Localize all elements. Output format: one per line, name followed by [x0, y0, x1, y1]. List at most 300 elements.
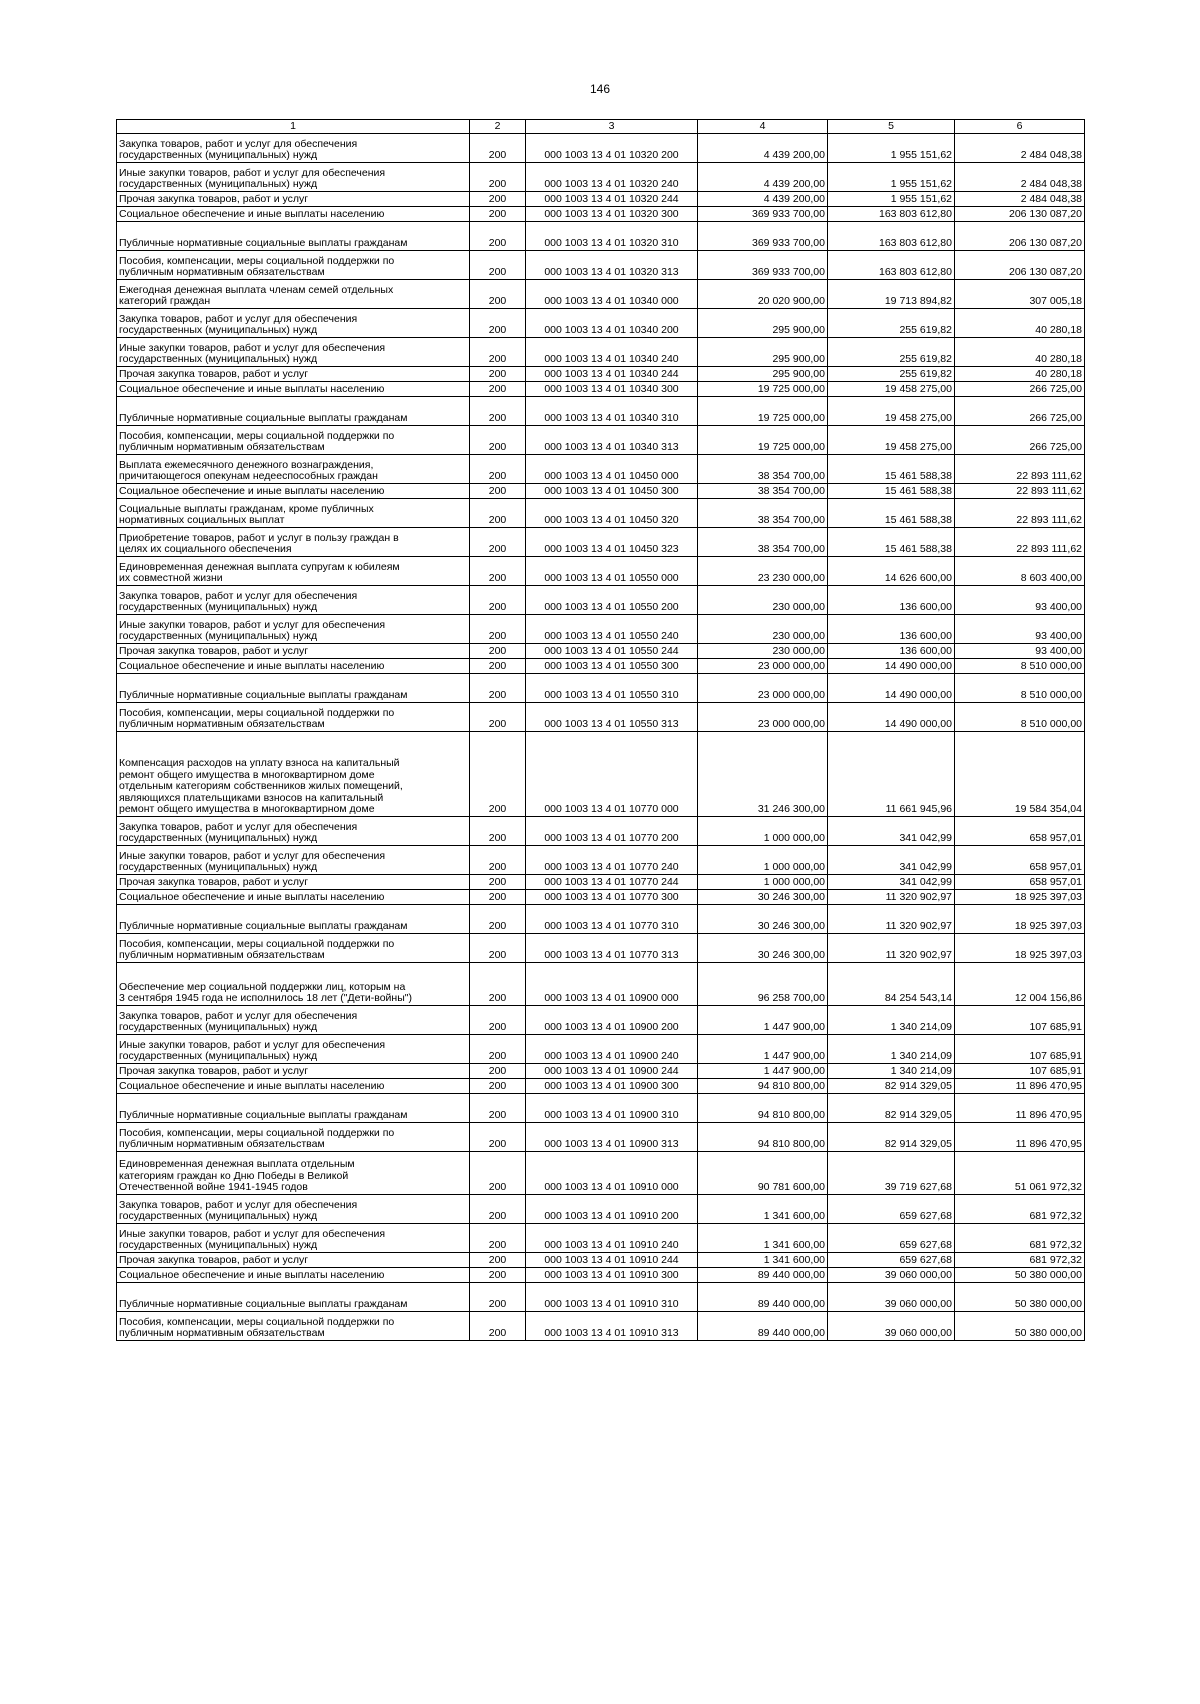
table-row [117, 674, 1085, 703]
table-row [117, 586, 1085, 615]
column-header-5: 5 [828, 120, 955, 134]
row-classification-code-cell: 000 1003 13 4 01 10320 244 [526, 192, 698, 207]
table-row [117, 1035, 1085, 1064]
row-name-cell: Пособия, компенсации, меры социальной поддержки по публичным нормативным обязательствам [117, 1123, 470, 1152]
row-classification-code-cell: 000 1003 13 4 01 10910 244 [526, 1253, 698, 1268]
row-approved-amount-cell: 89 440 000,00 [698, 1268, 828, 1283]
row-approved-amount-cell: 38 354 700,00 [698, 484, 828, 499]
row-approved-amount-cell: 1 447 900,00 [698, 1006, 828, 1035]
table-row [117, 1006, 1085, 1035]
row-approved-amount-cell: 230 000,00 [698, 586, 828, 615]
row-approved-amount-cell: 96 258 700,00 [698, 963, 828, 1006]
row-name-cell: Публичные нормативные социальные выплаты гражданам [117, 397, 470, 426]
row-approved-amount-cell: 38 354 700,00 [698, 528, 828, 557]
row-unexecuted-amount-cell: 50 380 000,00 [955, 1283, 1085, 1312]
row-name-cell: Пособия, компенсации, меры социальной поддержки по публичным нормативным обязательствам [117, 426, 470, 455]
row-code-cell: 200 [470, 703, 526, 732]
row-approved-amount-cell: 1 447 900,00 [698, 1064, 828, 1079]
row-unexecuted-amount-cell: 107 685,91 [955, 1006, 1085, 1035]
row-unexecuted-amount-cell: 12 004 156,86 [955, 963, 1085, 1006]
table-row [117, 528, 1085, 557]
row-executed-amount-cell: 82 914 329,05 [828, 1094, 955, 1123]
row-approved-amount-cell: 369 933 700,00 [698, 207, 828, 222]
table-row [117, 1064, 1085, 1079]
row-name-cell: Иные закупки товаров, работ и услуг для обеспечения государственных (муниципальных) нужд [117, 1224, 470, 1253]
row-classification-code-cell: 000 1003 13 4 01 10770 300 [526, 890, 698, 905]
row-executed-amount-cell: 136 600,00 [828, 644, 955, 659]
row-code-cell: 200 [470, 309, 526, 338]
row-name-cell: Закупка товаров, работ и услуг для обеспечения государственных (муниципальных) нужд [117, 586, 470, 615]
row-classification-code-cell: 000 1003 13 4 01 10320 313 [526, 251, 698, 280]
row-executed-amount-cell: 14 626 600,00 [828, 557, 955, 586]
row-approved-amount-cell: 30 246 300,00 [698, 905, 828, 934]
row-unexecuted-amount-cell: 18 925 397,03 [955, 890, 1085, 905]
row-approved-amount-cell: 1 341 600,00 [698, 1253, 828, 1268]
row-classification-code-cell: 000 1003 13 4 01 10550 244 [526, 644, 698, 659]
row-executed-amount-cell: 255 619,82 [828, 338, 955, 367]
row-unexecuted-amount-cell: 2 484 048,38 [955, 163, 1085, 192]
row-name-cell: Закупка товаров, работ и услуг для обеспечения государственных (муниципальных) нужд [117, 309, 470, 338]
column-header-4: 4 [698, 120, 828, 134]
row-unexecuted-amount-cell: 19 584 354,04 [955, 732, 1085, 817]
row-name-cell: Иные закупки товаров, работ и услуг для обеспечения государственных (муниципальных) нужд [117, 846, 470, 875]
row-name-cell: Обеспечение мер социальной поддержки лиц, которым на 3 сентября 1945 года не исполнилось 18 лет ("Дети-войны") [117, 963, 470, 1006]
row-unexecuted-amount-cell: 40 280,18 [955, 367, 1085, 382]
table-row [117, 1195, 1085, 1224]
row-code-cell: 200 [470, 905, 526, 934]
row-name-cell: Прочая закупка товаров, работ и услуг [117, 875, 470, 890]
row-code-cell: 200 [470, 251, 526, 280]
table-row [117, 1094, 1085, 1123]
row-approved-amount-cell: 23 000 000,00 [698, 703, 828, 732]
row-approved-amount-cell: 94 810 800,00 [698, 1094, 828, 1123]
row-executed-amount-cell: 14 490 000,00 [828, 659, 955, 674]
table-row [117, 1123, 1085, 1152]
row-name-cell: Социальное обеспечение и иные выплаты населению [117, 484, 470, 499]
row-code-cell: 200 [470, 659, 526, 674]
row-executed-amount-cell: 15 461 588,38 [828, 499, 955, 528]
row-unexecuted-amount-cell: 22 893 111,62 [955, 484, 1085, 499]
row-code-cell: 200 [470, 1195, 526, 1224]
row-name-cell: Прочая закупка товаров, работ и услуг [117, 367, 470, 382]
row-executed-amount-cell: 1 955 151,62 [828, 192, 955, 207]
row-name-cell: Социальное обеспечение и иные выплаты населению [117, 1079, 470, 1094]
table-row [117, 1268, 1085, 1283]
row-approved-amount-cell: 20 020 900,00 [698, 280, 828, 309]
row-approved-amount-cell: 295 900,00 [698, 309, 828, 338]
row-unexecuted-amount-cell: 658 957,01 [955, 817, 1085, 846]
row-code-cell: 200 [470, 455, 526, 484]
table-row [117, 499, 1085, 528]
row-approved-amount-cell: 19 725 000,00 [698, 426, 828, 455]
table-body [117, 134, 1085, 1341]
row-classification-code-cell: 000 1003 13 4 01 10450 000 [526, 455, 698, 484]
row-classification-code-cell: 000 1003 13 4 01 10340 300 [526, 382, 698, 397]
table-row [117, 817, 1085, 846]
row-executed-amount-cell: 82 914 329,05 [828, 1123, 955, 1152]
row-classification-code-cell: 000 1003 13 4 01 10900 244 [526, 1064, 698, 1079]
row-executed-amount-cell: 163 803 612,80 [828, 222, 955, 251]
row-code-cell: 200 [470, 1253, 526, 1268]
row-code-cell: 200 [470, 1035, 526, 1064]
row-unexecuted-amount-cell: 2 484 048,38 [955, 134, 1085, 163]
row-approved-amount-cell: 38 354 700,00 [698, 499, 828, 528]
row-code-cell: 200 [470, 1224, 526, 1253]
row-classification-code-cell: 000 1003 13 4 01 10900 300 [526, 1079, 698, 1094]
row-approved-amount-cell: 38 354 700,00 [698, 455, 828, 484]
row-approved-amount-cell: 369 933 700,00 [698, 222, 828, 251]
row-name-cell: Прочая закупка товаров, работ и услуг [117, 192, 470, 207]
row-unexecuted-amount-cell: 22 893 111,62 [955, 528, 1085, 557]
row-name-cell: Иные закупки товаров, работ и услуг для обеспечения государственных (муниципальных) нужд [117, 163, 470, 192]
row-name-cell: Прочая закупка товаров, работ и услуг [117, 1253, 470, 1268]
row-name-cell: Пособия, компенсации, меры социальной поддержки по публичным нормативным обязательствам [117, 1312, 470, 1341]
row-approved-amount-cell: 94 810 800,00 [698, 1123, 828, 1152]
row-approved-amount-cell: 369 933 700,00 [698, 251, 828, 280]
column-header-6: 6 [955, 120, 1085, 134]
row-code-cell: 200 [470, 875, 526, 890]
row-unexecuted-amount-cell: 11 896 470,95 [955, 1123, 1085, 1152]
row-unexecuted-amount-cell: 22 893 111,62 [955, 455, 1085, 484]
table-row [117, 163, 1085, 192]
row-unexecuted-amount-cell: 11 896 470,95 [955, 1079, 1085, 1094]
row-code-cell: 200 [470, 397, 526, 426]
column-header-3: 3 [526, 120, 698, 134]
row-classification-code-cell: 000 1003 13 4 01 10770 240 [526, 846, 698, 875]
row-classification-code-cell: 000 1003 13 4 01 10340 313 [526, 426, 698, 455]
row-executed-amount-cell: 11 320 902,97 [828, 905, 955, 934]
row-code-cell: 200 [470, 484, 526, 499]
table-row [117, 846, 1085, 875]
row-unexecuted-amount-cell: 266 725,00 [955, 426, 1085, 455]
table-row [117, 1283, 1085, 1312]
table-row [117, 890, 1085, 905]
row-code-cell: 200 [470, 644, 526, 659]
row-executed-amount-cell: 341 042,99 [828, 846, 955, 875]
row-classification-code-cell: 000 1003 13 4 01 10900 240 [526, 1035, 698, 1064]
row-classification-code-cell: 000 1003 13 4 01 10770 200 [526, 817, 698, 846]
row-code-cell: 200 [470, 586, 526, 615]
table-row [117, 338, 1085, 367]
table-row [117, 963, 1085, 1006]
row-executed-amount-cell: 39 719 627,68 [828, 1152, 955, 1195]
page-number: 146 [589, 82, 611, 96]
row-unexecuted-amount-cell: 266 725,00 [955, 382, 1085, 397]
row-code-cell: 200 [470, 207, 526, 222]
row-code-cell: 200 [470, 1152, 526, 1195]
row-executed-amount-cell: 163 803 612,80 [828, 207, 955, 222]
row-executed-amount-cell: 39 060 000,00 [828, 1283, 955, 1312]
row-code-cell: 200 [470, 192, 526, 207]
row-executed-amount-cell: 19 458 275,00 [828, 426, 955, 455]
row-name-cell: Социальное обеспечение и иные выплаты населению [117, 1268, 470, 1283]
row-approved-amount-cell: 94 810 800,00 [698, 1079, 828, 1094]
row-classification-code-cell: 000 1003 13 4 01 10340 310 [526, 397, 698, 426]
row-name-cell: Публичные нормативные социальные выплаты гражданам [117, 1283, 470, 1312]
row-name-cell: Иные закупки товаров, работ и услуг для обеспечения государственных (муниципальных) нужд [117, 1035, 470, 1064]
row-approved-amount-cell: 30 246 300,00 [698, 890, 828, 905]
row-code-cell: 200 [470, 1064, 526, 1079]
row-classification-code-cell: 000 1003 13 4 01 10320 240 [526, 163, 698, 192]
row-unexecuted-amount-cell: 50 380 000,00 [955, 1312, 1085, 1341]
row-name-cell: Закупка товаров, работ и услуг для обеспечения государственных (муниципальных) нужд [117, 817, 470, 846]
row-executed-amount-cell: 19 458 275,00 [828, 397, 955, 426]
row-unexecuted-amount-cell: 11 896 470,95 [955, 1094, 1085, 1123]
row-unexecuted-amount-cell: 50 380 000,00 [955, 1268, 1085, 1283]
row-name-cell: Ежегодная денежная выплата членам семей отдельных категорий граждан [117, 280, 470, 309]
row-code-cell: 200 [470, 528, 526, 557]
row-unexecuted-amount-cell: 8 603 400,00 [955, 557, 1085, 586]
row-name-cell: Иные закупки товаров, работ и услуг для обеспечения государственных (муниципальных) нужд [117, 615, 470, 644]
row-approved-amount-cell: 1 341 600,00 [698, 1224, 828, 1253]
row-code-cell: 200 [470, 1283, 526, 1312]
row-code-cell: 200 [470, 934, 526, 963]
row-classification-code-cell: 000 1003 13 4 01 10910 000 [526, 1152, 698, 1195]
row-executed-amount-cell: 255 619,82 [828, 367, 955, 382]
row-code-cell: 200 [470, 338, 526, 367]
row-code-cell: 200 [470, 890, 526, 905]
row-code-cell: 200 [470, 557, 526, 586]
row-code-cell: 200 [470, 732, 526, 817]
row-name-cell: Пособия, компенсации, меры социальной поддержки по публичным нормативным обязательствам [117, 703, 470, 732]
row-approved-amount-cell: 23 000 000,00 [698, 674, 828, 703]
row-approved-amount-cell: 1 341 600,00 [698, 1195, 828, 1224]
row-code-cell: 200 [470, 367, 526, 382]
row-executed-amount-cell: 14 490 000,00 [828, 703, 955, 732]
row-name-cell: Социальное обеспечение и иные выплаты населению [117, 890, 470, 905]
table-row [117, 659, 1085, 674]
row-classification-code-cell: 000 1003 13 4 01 10770 000 [526, 732, 698, 817]
table-row [117, 484, 1085, 499]
row-unexecuted-amount-cell: 40 280,18 [955, 338, 1085, 367]
table-row [117, 207, 1085, 222]
row-code-cell: 200 [470, 1268, 526, 1283]
row-executed-amount-cell: 136 600,00 [828, 615, 955, 644]
table-row [117, 615, 1085, 644]
row-executed-amount-cell: 15 461 588,38 [828, 484, 955, 499]
table-row [117, 382, 1085, 397]
row-name-cell: Публичные нормативные социальные выплаты гражданам [117, 674, 470, 703]
table-row [117, 455, 1085, 484]
row-unexecuted-amount-cell: 8 510 000,00 [955, 659, 1085, 674]
row-name-cell: Закупка товаров, работ и услуг для обеспечения государственных (муниципальных) нужд [117, 1006, 470, 1035]
row-executed-amount-cell: 163 803 612,80 [828, 251, 955, 280]
row-code-cell: 200 [470, 846, 526, 875]
table-row [117, 426, 1085, 455]
row-name-cell: Единовременная денежная выплата отдельным категориям граждан ко Дню Победы в Великой Отечественной войне 1941-1945 годов [117, 1152, 470, 1195]
row-approved-amount-cell: 230 000,00 [698, 615, 828, 644]
row-approved-amount-cell: 19 725 000,00 [698, 397, 828, 426]
row-executed-amount-cell: 1 340 214,09 [828, 1064, 955, 1079]
row-unexecuted-amount-cell: 658 957,01 [955, 846, 1085, 875]
row-code-cell: 200 [470, 674, 526, 703]
column-header-2: 2 [470, 120, 526, 134]
row-code-cell: 200 [470, 382, 526, 397]
row-executed-amount-cell: 84 254 543,14 [828, 963, 955, 1006]
row-name-cell: Социальное обеспечение и иные выплаты населению [117, 207, 470, 222]
row-executed-amount-cell: 1 340 214,09 [828, 1006, 955, 1035]
table-row [117, 222, 1085, 251]
row-classification-code-cell: 000 1003 13 4 01 10550 200 [526, 586, 698, 615]
table-row [117, 1079, 1085, 1094]
row-approved-amount-cell: 295 900,00 [698, 338, 828, 367]
row-approved-amount-cell: 23 230 000,00 [698, 557, 828, 586]
row-unexecuted-amount-cell: 8 510 000,00 [955, 674, 1085, 703]
row-code-cell: 200 [470, 615, 526, 644]
row-name-cell: Публичные нормативные социальные выплаты гражданам [117, 222, 470, 251]
table-row [117, 703, 1085, 732]
row-classification-code-cell: 000 1003 13 4 01 10550 313 [526, 703, 698, 732]
table-row [117, 875, 1085, 890]
row-name-cell: Закупка товаров, работ и услуг для обеспечения государственных (муниципальных) нужд [117, 1195, 470, 1224]
row-code-cell: 200 [470, 222, 526, 251]
row-classification-code-cell: 000 1003 13 4 01 10910 313 [526, 1312, 698, 1341]
row-classification-code-cell: 000 1003 13 4 01 10900 200 [526, 1006, 698, 1035]
row-classification-code-cell: 000 1003 13 4 01 10910 310 [526, 1283, 698, 1312]
row-unexecuted-amount-cell: 18 925 397,03 [955, 905, 1085, 934]
row-unexecuted-amount-cell: 206 130 087,20 [955, 222, 1085, 251]
row-unexecuted-amount-cell: 307 005,18 [955, 280, 1085, 309]
row-name-cell: Приобретение товаров, работ и услуг в пользу граждан в целях их социального обеспечения [117, 528, 470, 557]
row-name-cell: Социальное обеспечение и иные выплаты населению [117, 659, 470, 674]
table-row [117, 192, 1085, 207]
row-executed-amount-cell: 15 461 588,38 [828, 455, 955, 484]
row-code-cell: 200 [470, 1094, 526, 1123]
table-row [117, 309, 1085, 338]
row-classification-code-cell: 000 1003 13 4 01 10320 310 [526, 222, 698, 251]
row-classification-code-cell: 000 1003 13 4 01 10550 300 [526, 659, 698, 674]
row-code-cell: 200 [470, 1079, 526, 1094]
row-executed-amount-cell: 659 627,68 [828, 1253, 955, 1268]
row-code-cell: 200 [470, 1006, 526, 1035]
row-unexecuted-amount-cell: 658 957,01 [955, 875, 1085, 890]
row-code-cell: 200 [470, 280, 526, 309]
row-executed-amount-cell: 255 619,82 [828, 309, 955, 338]
row-code-cell: 200 [470, 1123, 526, 1152]
table-row [117, 1152, 1085, 1195]
table-row [117, 934, 1085, 963]
row-approved-amount-cell: 19 725 000,00 [698, 382, 828, 397]
row-executed-amount-cell: 19 713 894,82 [828, 280, 955, 309]
row-code-cell: 200 [470, 1312, 526, 1341]
row-unexecuted-amount-cell: 681 972,32 [955, 1224, 1085, 1253]
row-name-cell: Иные закупки товаров, работ и услуг для обеспечения государственных (муниципальных) нужд [117, 338, 470, 367]
row-executed-amount-cell: 11 320 902,97 [828, 890, 955, 905]
row-unexecuted-amount-cell: 107 685,91 [955, 1064, 1085, 1079]
row-approved-amount-cell: 23 000 000,00 [698, 659, 828, 674]
row-executed-amount-cell: 82 914 329,05 [828, 1079, 955, 1094]
row-classification-code-cell: 000 1003 13 4 01 10550 000 [526, 557, 698, 586]
row-name-cell: Социальное обеспечение и иные выплаты населению [117, 382, 470, 397]
row-classification-code-cell: 000 1003 13 4 01 10340 000 [526, 280, 698, 309]
row-approved-amount-cell: 4 439 200,00 [698, 163, 828, 192]
row-classification-code-cell: 000 1003 13 4 01 10910 240 [526, 1224, 698, 1253]
row-classification-code-cell: 000 1003 13 4 01 10770 313 [526, 934, 698, 963]
row-classification-code-cell: 000 1003 13 4 01 10910 200 [526, 1195, 698, 1224]
row-classification-code-cell: 000 1003 13 4 01 10770 244 [526, 875, 698, 890]
row-approved-amount-cell: 4 439 200,00 [698, 192, 828, 207]
row-executed-amount-cell: 39 060 000,00 [828, 1268, 955, 1283]
row-approved-amount-cell: 90 781 600,00 [698, 1152, 828, 1195]
row-name-cell: Закупка товаров, работ и услуг для обеспечения государственных (муниципальных) нужд [117, 134, 470, 163]
table-row [117, 1312, 1085, 1341]
row-unexecuted-amount-cell: 266 725,00 [955, 397, 1085, 426]
row-executed-amount-cell: 1 955 151,62 [828, 163, 955, 192]
row-approved-amount-cell: 89 440 000,00 [698, 1312, 828, 1341]
row-approved-amount-cell: 31 246 300,00 [698, 732, 828, 817]
row-approved-amount-cell: 1 000 000,00 [698, 875, 828, 890]
row-executed-amount-cell: 39 060 000,00 [828, 1312, 955, 1341]
row-executed-amount-cell: 1 340 214,09 [828, 1035, 955, 1064]
row-unexecuted-amount-cell: 206 130 087,20 [955, 251, 1085, 280]
row-name-cell: Публичные нормативные социальные выплаты гражданам [117, 905, 470, 934]
row-classification-code-cell: 000 1003 13 4 01 10340 200 [526, 309, 698, 338]
row-classification-code-cell: 000 1003 13 4 01 10550 310 [526, 674, 698, 703]
row-classification-code-cell: 000 1003 13 4 01 10900 310 [526, 1094, 698, 1123]
table-row [117, 134, 1085, 163]
row-approved-amount-cell: 1 000 000,00 [698, 817, 828, 846]
row-unexecuted-amount-cell: 40 280,18 [955, 309, 1085, 338]
row-executed-amount-cell: 11 320 902,97 [828, 934, 955, 963]
row-unexecuted-amount-cell: 93 400,00 [955, 586, 1085, 615]
row-name-cell: Социальные выплаты гражданам, кроме публичных нормативных социальных выплат [117, 499, 470, 528]
row-unexecuted-amount-cell: 18 925 397,03 [955, 934, 1085, 963]
table-row [117, 732, 1085, 817]
row-executed-amount-cell: 15 461 588,38 [828, 528, 955, 557]
budget-execution-table [116, 119, 1085, 1341]
row-unexecuted-amount-cell: 51 061 972,32 [955, 1152, 1085, 1195]
row-executed-amount-cell: 19 458 275,00 [828, 382, 955, 397]
table-row [117, 557, 1085, 586]
row-code-cell: 200 [470, 817, 526, 846]
row-classification-code-cell: 000 1003 13 4 01 10900 313 [526, 1123, 698, 1152]
row-name-cell: Единовременная денежная выплата супругам к юбилеям их совместной жизни [117, 557, 470, 586]
row-approved-amount-cell: 4 439 200,00 [698, 134, 828, 163]
row-classification-code-cell: 000 1003 13 4 01 10340 244 [526, 367, 698, 382]
table-row [117, 251, 1085, 280]
row-name-cell: Пособия, компенсации, меры социальной поддержки по публичным нормативным обязательствам [117, 251, 470, 280]
row-code-cell: 200 [470, 134, 526, 163]
row-executed-amount-cell: 14 490 000,00 [828, 674, 955, 703]
row-unexecuted-amount-cell: 22 893 111,62 [955, 499, 1085, 528]
row-code-cell: 200 [470, 499, 526, 528]
row-name-cell: Пособия, компенсации, меры социальной поддержки по публичным нормативным обязательствам [117, 934, 470, 963]
row-code-cell: 200 [470, 163, 526, 192]
row-unexecuted-amount-cell: 107 685,91 [955, 1035, 1085, 1064]
row-name-cell: Публичные нормативные социальные выплаты гражданам [117, 1094, 470, 1123]
table-row [117, 905, 1085, 934]
row-executed-amount-cell: 136 600,00 [828, 586, 955, 615]
table-row [117, 367, 1085, 382]
row-classification-code-cell: 000 1003 13 4 01 10770 310 [526, 905, 698, 934]
row-approved-amount-cell: 89 440 000,00 [698, 1283, 828, 1312]
row-approved-amount-cell: 230 000,00 [698, 644, 828, 659]
row-unexecuted-amount-cell: 681 972,32 [955, 1253, 1085, 1268]
row-name-cell: Выплата ежемесячного денежного вознаграждения, причитающегося опекунам недееспособных граждан [117, 455, 470, 484]
row-classification-code-cell: 000 1003 13 4 01 10320 200 [526, 134, 698, 163]
row-classification-code-cell: 000 1003 13 4 01 10320 300 [526, 207, 698, 222]
table-row [117, 1253, 1085, 1268]
row-executed-amount-cell: 659 627,68 [828, 1195, 955, 1224]
row-unexecuted-amount-cell: 8 510 000,00 [955, 703, 1085, 732]
row-executed-amount-cell: 659 627,68 [828, 1224, 955, 1253]
row-approved-amount-cell: 1 447 900,00 [698, 1035, 828, 1064]
row-classification-code-cell: 000 1003 13 4 01 10450 320 [526, 499, 698, 528]
row-code-cell: 200 [470, 426, 526, 455]
row-executed-amount-cell: 341 042,99 [828, 817, 955, 846]
row-unexecuted-amount-cell: 2 484 048,38 [955, 192, 1085, 207]
column-number-header-row [117, 120, 1085, 134]
